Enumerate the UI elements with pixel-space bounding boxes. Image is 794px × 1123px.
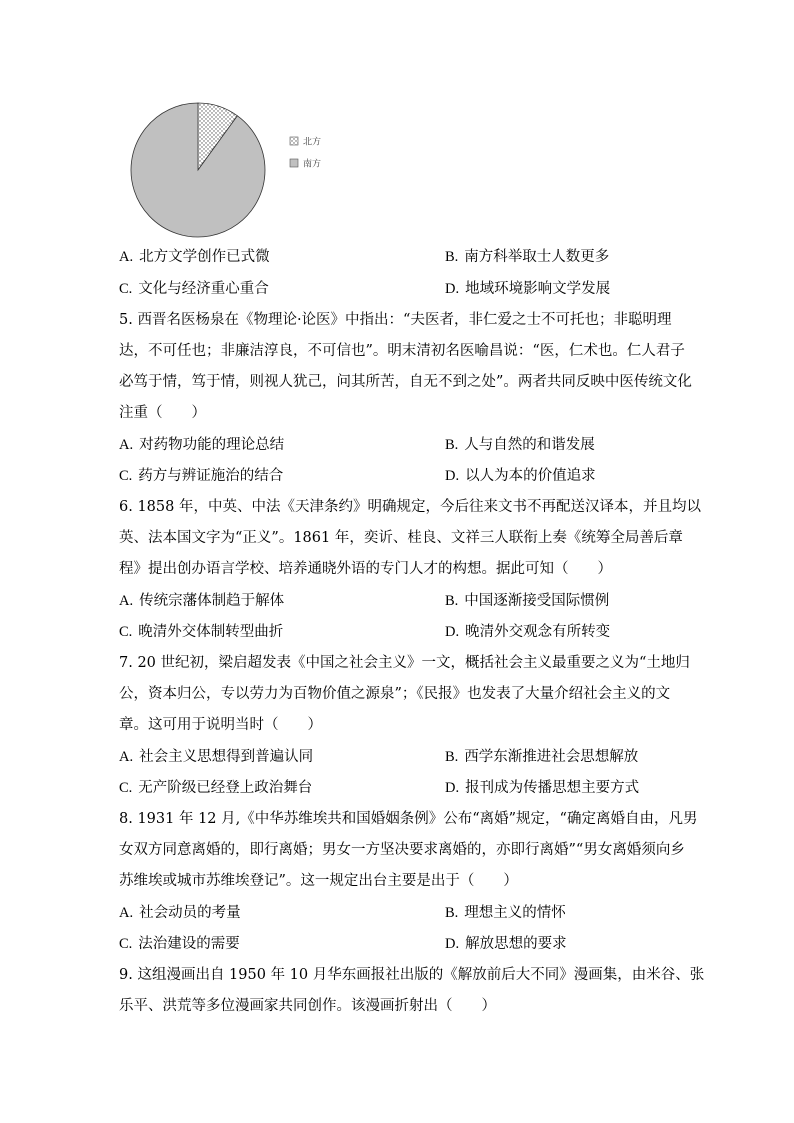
q8-option-a[interactable] (119, 903, 241, 923)
option-letter: A. (119, 905, 134, 921)
option-letter: D. (445, 936, 460, 952)
option-letter: B. (445, 905, 459, 921)
q5-stem-line-1: 5. 西晋名医杨泉在《物理论·论医》中指出：“夫医者，非仁爱之士不可托也；非聪明理 (119, 312, 672, 328)
option-letter: A. (119, 249, 134, 265)
q7-option-c[interactable] (119, 778, 312, 798)
option-letter: D. (445, 624, 460, 640)
option-letter: C. (119, 281, 133, 297)
q6-option-d[interactable] (445, 622, 610, 642)
q8-option-d[interactable] (445, 934, 567, 954)
q7-option-d[interactable] (445, 778, 639, 798)
q6-stem-line-2: 英、法本国文字为“正义”。1861 年，奕䜣、桂良、文祥三人联衔上奏《统筹全局善后章 (119, 530, 683, 546)
q8-stem-line-1: 8. 1931 年 12 月,《中华苏维埃共和国婚姻条例》公布“离婚”规定，“确定离婚自由，凡男 (119, 811, 698, 827)
option-letter: B. (445, 749, 459, 765)
q8-stem-line-3: 苏维埃或城市苏维埃登记”。这一规定出台主要是出于（ ） (119, 873, 518, 889)
option-text: 药方与辨证施治的结合 (138, 468, 284, 484)
option-text: 解放思想的要求 (465, 936, 567, 952)
option-text: 法治建设的需要 (138, 936, 240, 952)
q4-option-c[interactable] (119, 279, 269, 299)
q7-stem-line-2: 公，资本归公，专以劳力为百物价值之源泉”；《民报》也发表了大量介绍社会主义的文 (119, 686, 671, 702)
legend-swatch-1 (290, 159, 298, 167)
option-text: 理想主义的情怀 (464, 905, 566, 921)
pie-slice-1 (131, 103, 265, 237)
option-letter: B. (445, 249, 459, 265)
option-letter: B. (445, 437, 459, 453)
q8-option-b[interactable] (445, 903, 566, 923)
option-letter: D. (445, 281, 460, 297)
q5-option-b[interactable] (445, 435, 595, 455)
option-text: 传统宗藩体制趋于解体 (139, 593, 285, 609)
legend-label-1: 南方 (303, 159, 322, 170)
option-text: 北方文学创作已式微 (139, 249, 270, 265)
option-text: 社会动员的考量 (139, 905, 241, 921)
q6-option-b[interactable] (445, 591, 609, 611)
q7-option-a[interactable] (119, 747, 313, 767)
option-letter: A. (119, 593, 134, 609)
q9-stem-line-2: 乐平、洪荒等多位漫画家共同创作。该漫画折射出（ ） (119, 998, 496, 1014)
option-text: 晚清外交体制转型曲折 (138, 624, 284, 640)
q5-stem-line-3: 必笃于情，笃于情，则视人犹己，问其所苦，自无不到之处”。两者共同反映中医传统文化 (119, 374, 692, 390)
option-text: 西学东渐推进社会思想解放 (464, 749, 639, 765)
q6-stem-line-1: 6. 1858 年，中英、中法《天津条约》明确规定，今后往来文书不再配送汉译本，并且均以 (119, 499, 701, 515)
option-text: 晚清外交观念有所转变 (465, 624, 611, 640)
option-text: 以人为本的价值追求 (465, 468, 596, 484)
option-letter: C. (119, 780, 133, 796)
option-letter: B. (445, 593, 459, 609)
option-text: 南方科举取士人数更多 (464, 249, 610, 265)
q7-stem-line-1: 7. 20 世纪初，梁启超发表《中国之社会主义》一文，概括社会主义最重要之义为“土地归 (119, 655, 690, 671)
q5-stem-line-2: 达，不可任也；非廉洁淳良，不可信也”。明末清初名医喻昌说：“医，仁术也。仁人君子 (119, 343, 685, 359)
option-text: 对药物功能的理论总结 (139, 437, 285, 453)
option-text: 人与自然的和谐发展 (464, 437, 595, 453)
option-letter: A. (119, 749, 134, 765)
option-letter: D. (445, 780, 460, 796)
option-letter: C. (119, 624, 133, 640)
q5-stem-line-4: 注重（ ） (119, 405, 206, 421)
q7-option-b[interactable] (445, 747, 638, 767)
option-text: 报刊成为传播思想主要方式 (465, 780, 640, 796)
q4-option-d[interactable] (445, 279, 610, 299)
q6-stem-line-3: 程》提出创办语言学校、培养通晓外语的专门人才的构想。据此可知（ ） (119, 561, 612, 577)
option-text: 中国逐渐接受国际惯例 (464, 593, 610, 609)
option-text: 无产阶级已经登上政治舞台 (138, 780, 313, 796)
option-letter: C. (119, 468, 133, 484)
q7-stem-line-3: 章。这可用于说明当时（ ） (119, 717, 322, 733)
q4-option-b[interactable] (445, 247, 609, 267)
legend-swatch-0 (290, 137, 298, 145)
q6-option-a[interactable] (119, 591, 284, 611)
option-letter: A. (119, 437, 134, 453)
option-text: 文化与经济重心重合 (138, 281, 269, 297)
q5-option-c[interactable] (119, 466, 283, 486)
option-letter: C. (119, 936, 133, 952)
q9-stem-line-1: 9. 这组漫画出自 1950 年 10 月华东画报社出版的《解放前后大不同》漫画集，由米谷、张 (119, 967, 705, 983)
q8-stem-line-2: 女双方同意离婚的，即行离婚；男女一方坚决要求离婚的，亦即行离婚”“男女离婚须向乡 (119, 842, 685, 858)
legend-label-0: 北方 (303, 137, 322, 148)
option-text: 地域环境影响文学发展 (465, 281, 611, 297)
option-letter: D. (445, 468, 460, 484)
q8-option-c[interactable] (119, 934, 240, 954)
option-text: 社会主义思想得到普遍认同 (139, 749, 314, 765)
pie-chart (125, 98, 365, 248)
q5-option-a[interactable] (119, 435, 284, 455)
q4-option-a[interactable] (119, 247, 270, 267)
q6-option-c[interactable] (119, 622, 283, 642)
q5-option-d[interactable] (445, 466, 596, 486)
